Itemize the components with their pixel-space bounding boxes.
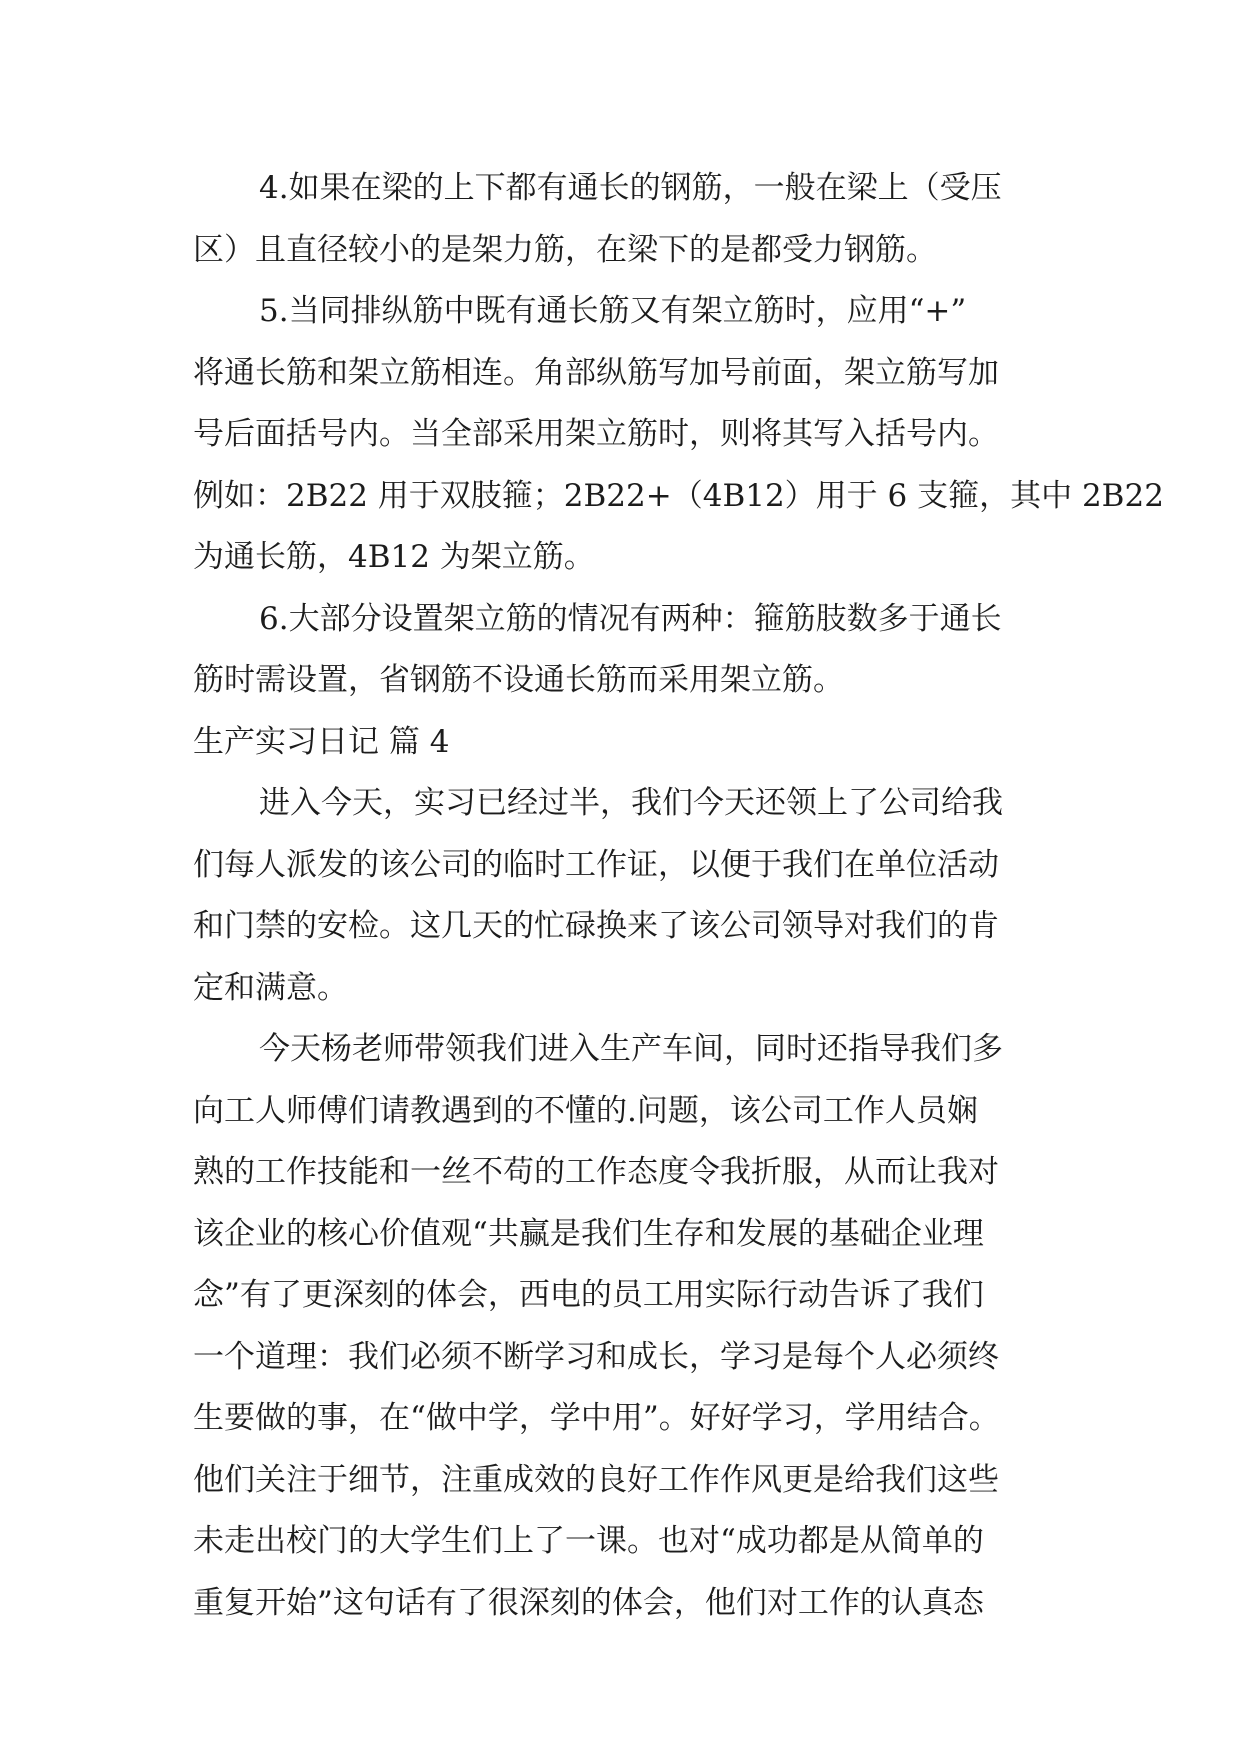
text-line: 5.当同排纵筋中既有通长筋又有架立筋时，应用“+” bbox=[259, 293, 967, 329]
text-line: 将通长筋和架立筋相连。角部纵筋写加号前面，架立筋写加 bbox=[193, 354, 999, 391]
section-heading: 生产实习日记 篇 4 bbox=[193, 723, 450, 760]
text-line: 熟的工作技能和一丝不苟的工作态度令我折服，从而让我对 bbox=[193, 1154, 999, 1190]
text-line: 念”有了更深刻的体会，西电的员工用实际行动告诉了我们 bbox=[193, 1277, 984, 1313]
text-line: 6.大部分设置架立筋的情况有两种：箍筋肢数多于通长 bbox=[259, 600, 1002, 637]
text-line: 该企业的核心价值观“共赢是我们生存和发展的基础企业理 bbox=[193, 1215, 984, 1252]
text-line: 一个道理：我们必须不断学习和成长，学习是每个人必须终 bbox=[193, 1338, 999, 1375]
text-line: 例如：2B22 用于双肢箍；2B22+（4B12）用于 6 支箍，其中 2B22 bbox=[193, 477, 1164, 514]
text-line: 为通长筋，4B12 为架立筋。 bbox=[193, 539, 595, 575]
text-line: 定和满意。 bbox=[193, 969, 348, 1006]
text-line: 筋时需设置，省钢筋不设通长筋而采用架立筋。 bbox=[193, 662, 844, 698]
text-line: 们每人派发的该公司的临时工作证，以便于我们在单位活动 bbox=[193, 846, 999, 883]
text-line: 未走出校门的大学生们上了一课。也对“成功都是从简单的 bbox=[193, 1523, 984, 1559]
text-line: 生要做的事，在“做中学，学中用”。好好学习，学用结合。 bbox=[193, 1400, 1000, 1436]
text-line: 进入今天，实习已经过半，我们今天还领上了公司给我 bbox=[259, 785, 1003, 821]
text-line: 和门禁的安检。这几天的忙碌换来了该公司领导对我们的肯 bbox=[193, 908, 999, 944]
text-line: 向工人师傅们请教遇到的不懂的.问题，该公司工作人员娴 bbox=[193, 1092, 978, 1129]
text-line: 重复开始”这句话有了很深刻的体会，他们对工作的认真态 bbox=[193, 1584, 984, 1621]
text-line: 今天杨老师带领我们进入生产车间，同时还指导我们多 bbox=[259, 1031, 1003, 1067]
text-line: 号后面括号内。当全部采用架立筋时，则将其写入括号内。 bbox=[193, 416, 999, 452]
text-line: 区）且直径较小的是架力筋，在梁下的是都受力钢筋。 bbox=[193, 231, 937, 268]
document-body bbox=[193, 158, 1164, 1634]
text-line: 他们关注于细节，注重成效的良好工作作风更是给我们这些 bbox=[193, 1461, 999, 1498]
text-line: 4.如果在梁的上下都有通长的钢筋，一般在梁上（受压 bbox=[259, 170, 1002, 206]
